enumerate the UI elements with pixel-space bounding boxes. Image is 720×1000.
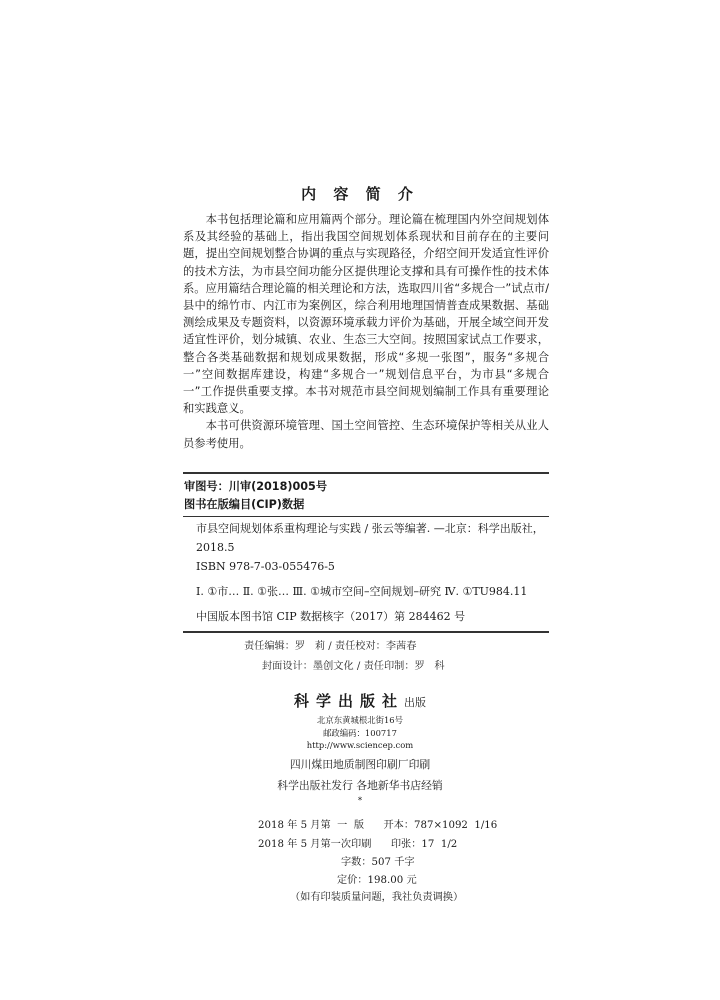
word-count: 字数：507 千字	[341, 857, 415, 868]
printer: 四川煤田地质制图印刷厂印刷	[289, 758, 431, 771]
printing-line: 2018 年 5 月第一次印刷 印张：17 1/2	[258, 839, 458, 850]
summary-body	[183, 211, 549, 452]
publisher-line	[0, 690, 720, 711]
divider	[183, 472, 549, 474]
isbn: ISBN 978-7-03-055476-5	[196, 560, 335, 573]
cip-library-number: 中国版本图书馆 CIP 数据核字（2017）第 284462 号	[196, 610, 466, 623]
separator-mark: *	[357, 796, 363, 806]
credits-design: 封面设计：墨创文化 / 责任印制：罗 科	[262, 661, 445, 672]
edition-line: 2018 年 5 月第 一 版 开本：787×1092 1/16	[258, 820, 498, 831]
map-review-number: 审图号：川审(2018)005号	[184, 480, 328, 493]
publisher-url: http://www.sciencep.com	[306, 740, 414, 750]
summary-paragraph: 本书包括理论篇和应用篇两个部分。理论篇在梳理国内外空间规划体系及其经验的基础上，指出我国空间规划体系现状和目前存在的主要问题，提出空间规划整合协调的重点与实现路径，介绍空间开发适宜性评价的技术方法，为市县空间功能分区提供理论支撑和具有可操作性的技术体系。应用篇结合理论篇的相关理论和方法，选取四川省“多规合一”试点市/县中的绵竹市、内江市为案例区，综合利用地理国情普查成果数据、基础测绘成果及专题资料，以资源环境承载力评价为基础，开展全域空间开发适宜性评价，划分城镇、农业、生态三大空间。按照国家试点工作要求，整合各类基础数据和规划成果数据，形成“多规一张图”，服务“多规合一”空间数据库建设，构建“多规合一”规划信息平台，为市县“多规合一”工作提供重要支撑。本书对规范市县空间规划编制工作具有重要理论和实践意义。	[183, 213, 549, 416]
divider	[183, 631, 549, 633]
quality-notice: （如有印装质量问题，我社负责调换）	[290, 892, 464, 903]
publisher-postcode: 邮政编码：100717	[323, 728, 397, 738]
publisher-address: 北京东黄城根北街16号	[316, 715, 404, 725]
divider	[183, 516, 549, 517]
credits-editors: 责任编辑：罗 莉 / 责任校对：李茜春	[244, 641, 417, 652]
cip-entry-line: 2018.5	[196, 541, 235, 554]
distribution: 科学出版社发行 各地新华书店经销	[277, 779, 443, 792]
cip-entry-line: 市县空间规划体系重构理论与实践 / 张云等编著. —北京：科学出版社，	[196, 522, 544, 535]
cip-classification: Ⅰ. ①市… Ⅱ. ①张… Ⅲ. ①城市空间–空间规划–研究 Ⅳ. ①TU984.11	[196, 585, 528, 598]
price: 定价：198.00 元	[337, 875, 417, 886]
cip-heading: 图书在版编目(CIP)数据	[184, 498, 305, 511]
summary-title: 内 容 简 介	[301, 185, 419, 203]
publisher-suffix: 出版	[404, 696, 426, 709]
publisher-name: 科学出版社	[293, 692, 404, 710]
summary-paragraph: 本书可供资源环境管理、国土空间管控、生态环境保护等相关从业人员参考使用。	[183, 419, 549, 450]
